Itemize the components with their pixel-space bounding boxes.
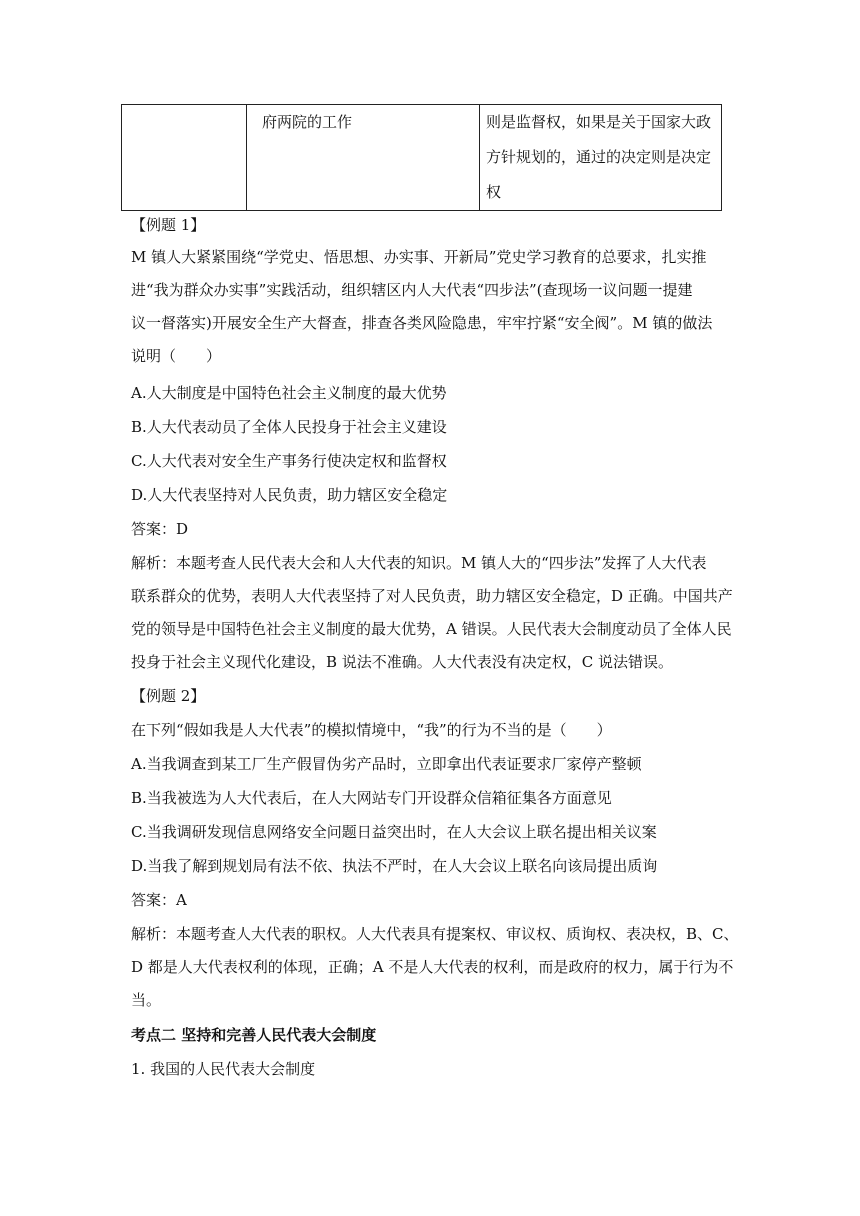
example1-analysis-line: 投身于社会主义现代化建设，B 说法不准确。人大代表没有决定权，C 说法错误。 <box>131 653 674 671</box>
section-item: 1. 我国的人民代表大会制度 <box>131 1060 316 1078</box>
example1-analysis-line: 联系群众的优势，表明人大代表坚持了对人民负责，助力辖区安全稳定，D 正确。中国共产 <box>131 587 733 605</box>
example1-title: 【例题 1】 <box>131 216 206 234</box>
table-fragment <box>121 104 722 211</box>
cell-line: 方针规划的，通过的决定则是决定 <box>486 148 712 166</box>
table-cell-empty <box>122 105 247 211</box>
example2-option-a: A.当我调查到某工厂生产假冒伪劣产品时，立即拿出代表证要求厂家停产整顿 <box>131 755 642 773</box>
cell-line: 权 <box>486 183 502 201</box>
example1-analysis-line: 党的领导是中国特色社会主义制度的最大优势，A 错误。人民代表大会制度动员了全体人民 <box>131 620 732 638</box>
example2-analysis-line: 解析：本题考查人大代表的职权。人大代表具有提案权、审议权、质询权、表决权，B、C、 <box>131 925 739 943</box>
section-heading: 考点二 坚持和完善人民代表大会制度 <box>131 1026 377 1044</box>
table-cell-explanation <box>480 105 722 211</box>
example1-option-a: A.人大制度是中国特色社会主义制度的最大优势 <box>131 384 447 402</box>
cell-line: 则是监督权，如果是关于国家大政 <box>486 113 712 131</box>
example1-question-line: 议一督落实)开展安全生产大督查，排查各类风险隐患，牢牢拧紧“安全阀”。M 镇的做法 <box>131 314 713 332</box>
example2-question: 在下列“假如我是人大代表”的模拟情境中，“我”的行为不当的是（ ） <box>131 721 612 739</box>
example1-question-line: 说明（ ） <box>131 347 222 365</box>
example1-question-line: 进“我为群众办实事”实践活动，组织辖区内人大代表“四步法”(查现场一议问题一提建 <box>131 281 693 299</box>
example1-option-c: C.人大代表对安全生产事务行使决定权和监督权 <box>131 452 447 470</box>
example1-analysis-line: 解析：本题考查人民代表大会和人大代表的知识。M 镇人大的“四步法”发挥了人大代表 <box>131 554 707 572</box>
table-row <box>122 105 722 211</box>
example1-option-d: D.人大代表坚持对人民负责，助力辖区安全稳定 <box>131 486 448 504</box>
example2-option-b: B.当我被选为人大代表后，在人大网站专门开设群众信箱征集各方面意见 <box>131 789 612 807</box>
example1-answer: 答案：D <box>131 520 189 538</box>
example2-option-c: C.当我调研发现信息网络安全问题日益突出时，在人大会议上联名提出相关议案 <box>131 823 657 841</box>
example2-analysis-line: 当。 <box>131 991 162 1009</box>
example2-answer: 答案：A <box>131 891 187 909</box>
example2-analysis-line: D 都是人大代表权利的体现，正确；A 不是人大代表的权利，而是政府的权力，属于行为不 <box>131 958 734 976</box>
example1-question-line: M 镇人大紧紧围绕“学党史、悟思想、办实事、开新局”党史学习教育的总要求，扎实推 <box>131 248 707 266</box>
example1-option-b: B.人大代表动员了全体人民投身于社会主义建设 <box>131 418 447 436</box>
table-cell-content: 府两院的工作 <box>247 105 480 211</box>
example2-title: 【例题 2】 <box>131 687 206 705</box>
example2-option-d: D.当我了解到规划局有法不依、执法不严时，在人大会议上联名向该局提出质询 <box>131 857 658 875</box>
